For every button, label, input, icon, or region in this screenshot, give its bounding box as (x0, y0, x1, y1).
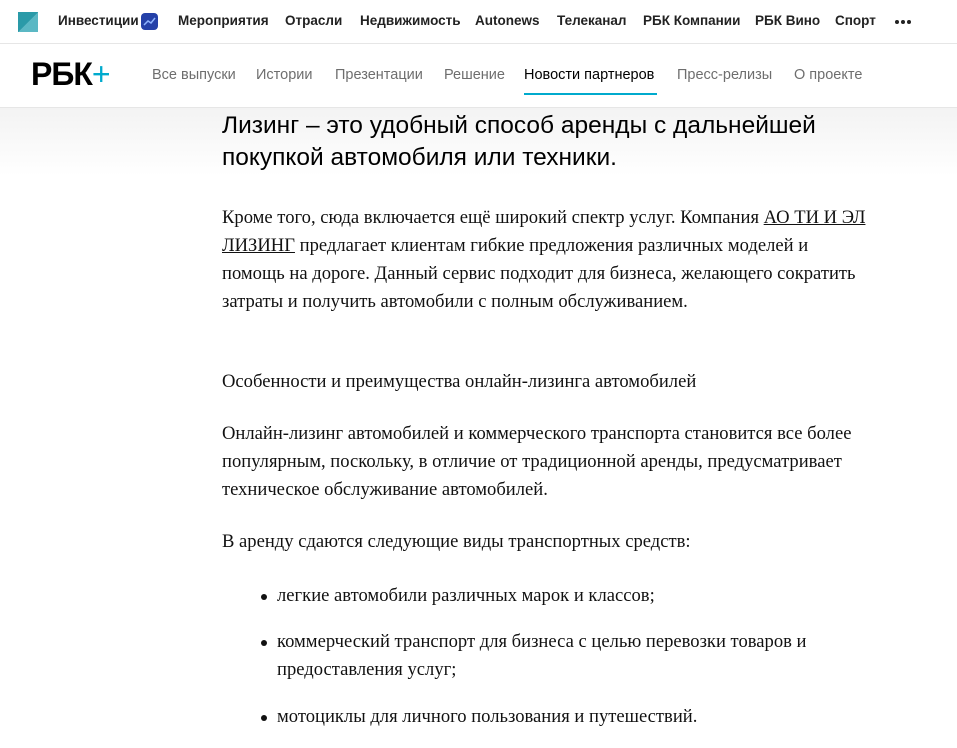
investments-badge-icon (141, 13, 158, 30)
article-subheading: Лизинг – это удобный способ аренды с дальнейшей покупкой автомобиля или техники. (222, 112, 816, 171)
section-header (0, 44, 957, 108)
topnav-tv[interactable]: Телеканал (557, 13, 627, 28)
active-tab-indicator (524, 93, 657, 95)
topnav-companies[interactable]: РБК Компании (643, 13, 741, 28)
tab-stories[interactable]: Истории (256, 67, 313, 83)
tab-solution[interactable]: Решение (444, 67, 505, 83)
company-link[interactable]: АО ТИ И ЭЛ ЛИЗИНГ (222, 207, 866, 256)
vehicle-types-list (222, 582, 872, 731)
topnav-wine[interactable]: РБК Вино (755, 13, 821, 28)
list-item: мотоциклы для личного пользования и путешествий. (222, 703, 872, 731)
topnav-investments[interactable]: Инвестиции (58, 13, 139, 28)
bullet-icon (261, 594, 267, 600)
more-dots-icon[interactable] (894, 19, 912, 25)
article-paragraph: Онлайн-лизинг автомобилей и коммерческого транспорта становится все более популярным, поскольку, в отличие от традиционной аренды, предусматривает техническое обслуживание автомобилей. (222, 423, 852, 500)
tab-all-issues[interactable]: Все выпуски (152, 67, 236, 83)
article-paragraph: В аренду сдаются следующие виды транспортных средств: (222, 531, 691, 552)
tab-partner-news[interactable]: Новости партнеров (524, 67, 655, 83)
list-item: коммерческий транспорт для бизнеса с целью перевозки товаров и предоставления услуг; (222, 628, 872, 684)
tab-press-releases[interactable]: Пресс-релизы (677, 67, 773, 83)
topnav-sport[interactable]: Спорт (835, 13, 876, 28)
tab-about[interactable]: О проекте (794, 67, 863, 83)
tab-presentations[interactable]: Презентации (335, 67, 423, 83)
bullet-icon (261, 640, 267, 646)
topnav-autonews[interactable]: Autonews (475, 13, 540, 28)
topnav-industries[interactable]: Отрасли (285, 13, 343, 28)
article-paragraph-title: Особенности и преимущества онлайн-лизинга автомобилей (222, 371, 697, 392)
topnav-realty[interactable]: Недвижимость (360, 13, 461, 28)
network-topbar (0, 0, 957, 44)
brand-logo[interactable]: РБК+ (31, 56, 110, 92)
topnav-events[interactable]: Мероприятия (178, 13, 269, 28)
list-item: легкие автомобили различных марок и классов; (222, 582, 872, 610)
article-paragraph: Кроме того, сюда включается ещё широкий спектр услуг. Компания АО ТИ И ЭЛ ЛИЗИНГ предлагает клиентам гибкие предложения различных моделей и помощь на дороге. Данный сервис подходит для бизнеса, желающего сократить затраты и получить автомобили с полным обслуживанием. (222, 207, 866, 312)
bullet-icon (261, 715, 267, 721)
rbc-network-logo-icon[interactable] (18, 12, 38, 32)
